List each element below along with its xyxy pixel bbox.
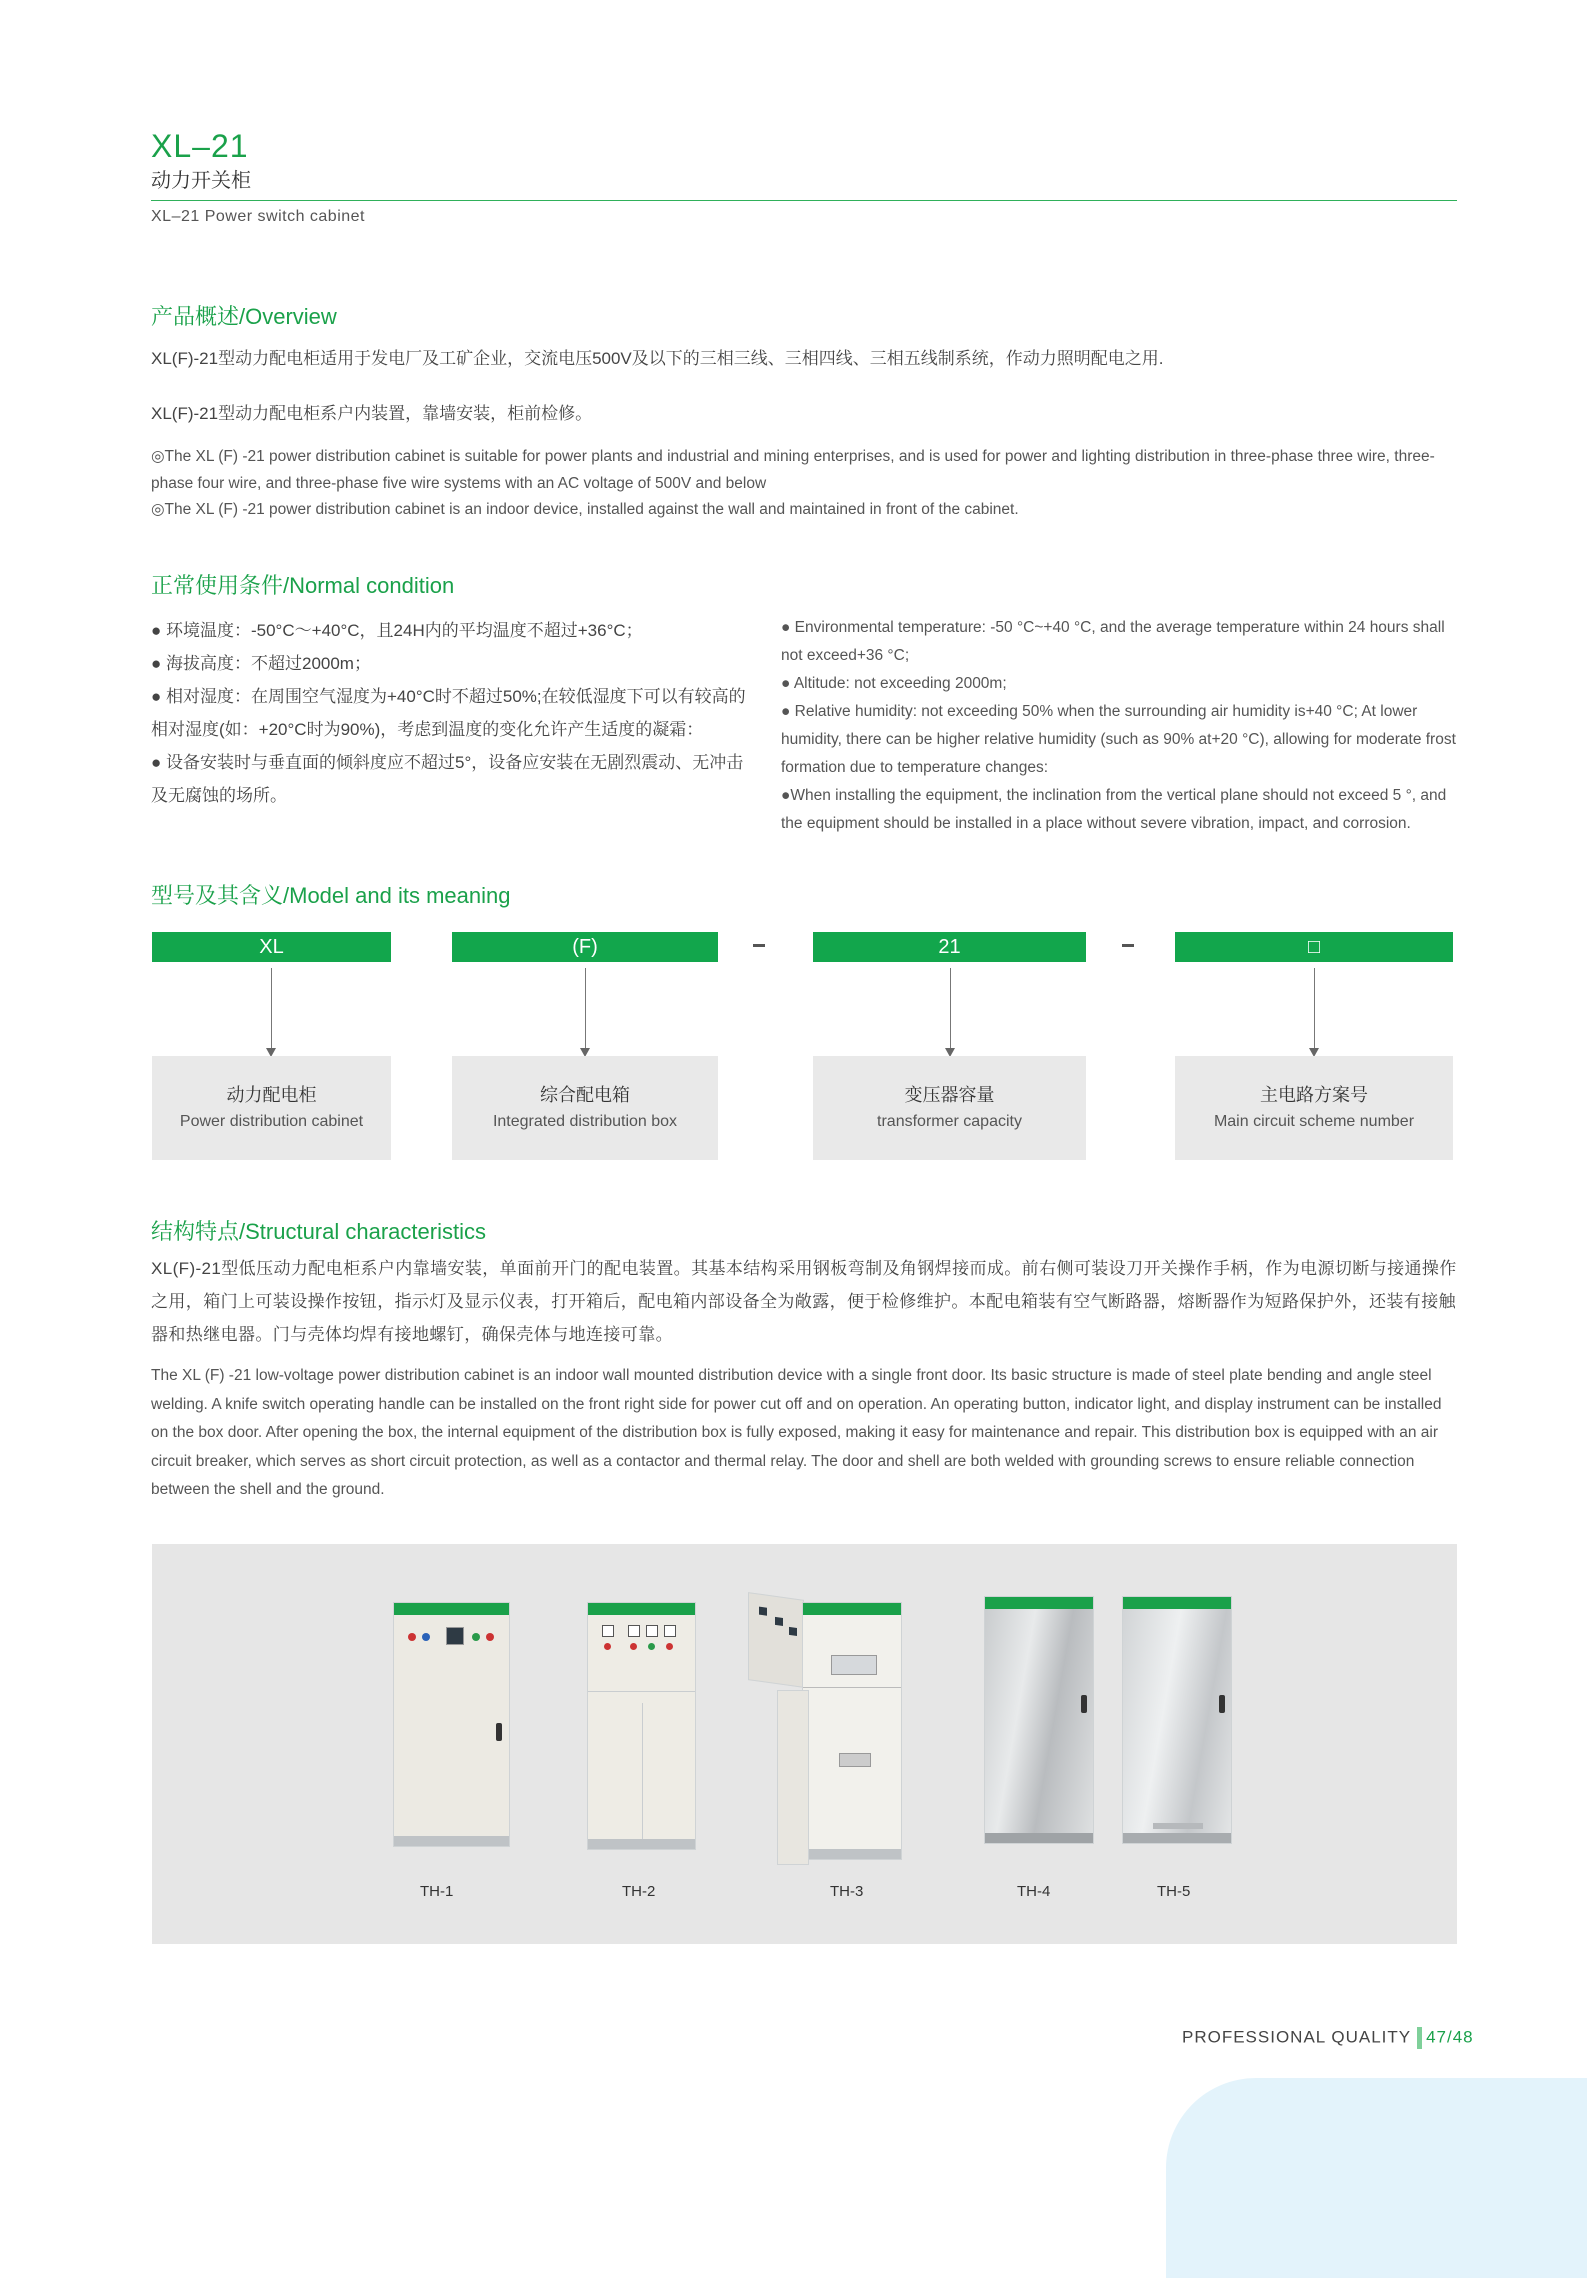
model-code-xl: XL xyxy=(152,932,391,962)
meaning-cn: 动力配电柜 xyxy=(226,1085,317,1105)
model-code-21: 21 xyxy=(813,932,1086,962)
conditions-en-list xyxy=(781,614,1466,838)
meaning-en: Power distribution cabinet xyxy=(179,1113,364,1130)
overview-en-1: ◎The XL (F) -21 power distribution cabinet is suitable for power plants and industrial and mining enterprises, and is used for power and lighting distribution in three-phase three wire, three-phase four wire, and three-phase five wire systems with an AC voltage of 500V and below xyxy=(151,448,1435,492)
condition-cn-item: ● 设备安装时与垂直面的倾斜度应不超过5°，设备应安装在无剧烈震动、无冲击及无腐蚀的场所。 xyxy=(151,753,744,805)
model-heading: 型号及其含义/Model and its meaning xyxy=(151,883,511,908)
cabinet-th3-door-image xyxy=(748,1592,804,1688)
page-footer xyxy=(1182,2027,1474,2049)
caption-th5: TH-5 xyxy=(1157,1883,1191,1900)
page-number: 47/48 xyxy=(1426,2027,1474,2047)
caption-th2: TH-2 xyxy=(622,1883,656,1900)
model-dash xyxy=(1122,944,1134,947)
model-code: XL–21 xyxy=(151,128,249,164)
structure-cn: XL(F)-21型低压动力配电柜系户内靠墙安装，单面前开门的配电装置。其基本结构采用钢板弯制及角钢焊接而成。前右侧可装设刀开关操作手柄，作为电源切断与接通操作之用，箱门上可装设操作按钮，指示灯及显示仪表，打开箱后，配电箱内部设备全为敞露，便于检修维护。本配电箱装有空气断路器，熔断器作为短路保护外，还装有接触器和热继电器。门与壳体均焊有接地螺钉，确保壳体与地连接可靠。 xyxy=(151,1259,1457,1344)
page-title-en: XL–21 Power switch cabinet xyxy=(151,208,365,225)
meaning-cn: 主电路方案号 xyxy=(1260,1085,1368,1105)
condition-cn-item: ● 相对湿度：在周围空气湿度为+40°C时不超过50%;在较低湿度下可以有较高的相对湿度(如：+20°C时为90%)，考虑到温度的变化允许产生适度的凝霜： xyxy=(151,687,746,739)
model-meaning-box xyxy=(152,1056,391,1160)
cabinet-th1-image xyxy=(393,1602,510,1847)
model-code-f: (F) xyxy=(452,932,718,962)
meaning-cn: 变压器容量 xyxy=(904,1085,995,1105)
cabinet-th3-open-door-image xyxy=(777,1690,809,1865)
condition-en-item: ● Relative humidity: not exceeding 50% when the surrounding air humidity is+40 °C; At lower humidity, there can be higher relative humidity (such as 90% at+20 °C), allowing for moderate frost formation due to temperature changes: xyxy=(781,703,1456,776)
connector-line xyxy=(950,968,951,1052)
caption-th4: TH-4 xyxy=(1017,1883,1051,1900)
caption-th3: TH-3 xyxy=(830,1883,864,1900)
overview-en-2: ◎The XL (F) -21 power distribution cabinet is an indoor device, installed against the wall and maintained in front of the cabinet. xyxy=(151,501,1019,518)
footer-label: PROFESSIONAL QUALITY xyxy=(1182,2027,1412,2047)
condition-en-item: ● Altitude: not exceeding 2000m; xyxy=(781,675,1007,692)
title-divider xyxy=(151,200,1457,201)
cabinet-th4-image xyxy=(984,1596,1094,1844)
meaning-en: Integrated distribution box xyxy=(492,1113,678,1130)
product-gallery xyxy=(152,1544,1457,1944)
caption-th1: TH-1 xyxy=(420,1883,454,1900)
model-meaning-box xyxy=(452,1056,718,1160)
model-dash xyxy=(753,944,765,947)
cabinet-th3-image xyxy=(802,1602,902,1860)
model-meaning-box xyxy=(1175,1056,1453,1160)
condition-cn-item: ● 海拔高度：不超过2000m； xyxy=(151,654,371,673)
connector-line xyxy=(585,968,586,1052)
condition-en-item: ● Environmental temperature: -50 °C~+40 °C, and the average temperature within 24 hours shall not exceed+36 °C; xyxy=(781,619,1445,664)
model-meaning-box xyxy=(813,1056,1086,1160)
structure-heading: 结构特点/Structural characteristics xyxy=(151,1219,486,1244)
condition-cn-item: ● 环境温度：-50°C～+40°C，且24H内的平均温度不超过+36°C； xyxy=(151,621,643,640)
connector-line xyxy=(271,968,272,1052)
conditions-cn-list xyxy=(151,614,756,812)
overview-cn-2: XL(F)-21型动力配电柜系户内装置，靠墙安装，柜前检修。 xyxy=(151,404,593,423)
overview-heading: 产品概述/Overview xyxy=(151,304,337,329)
model-code-scheme: □ xyxy=(1175,932,1453,962)
decorative-corner xyxy=(1166,2078,1587,2278)
overview-cn-1: XL(F)-21型动力配电柜适用于发电厂及工矿企业，交流电压500V及以下的三相三线、三相四线、三相五线制系统，作动力照明配电之用. xyxy=(151,349,1164,368)
connector-line xyxy=(1314,968,1315,1052)
condition-en-item: ●When installing the equipment, the inclination from the vertical plane should not exceed 5 °, and the equipment should be installed in a place without severe vibration, impact, and corrosion. xyxy=(781,787,1447,832)
footer-separator xyxy=(1417,2027,1422,2049)
meaning-en: Main circuit scheme number xyxy=(1213,1113,1415,1130)
cabinet-th2-image xyxy=(587,1602,696,1850)
structure-en: The XL (F) -21 low-voltage power distribution cabinet is an indoor wall mounted distribution device with a single front door. Its basic structure is made of steel plate bending and angle steel welding. A knife switch operating handle can be installed on the front right side for power cut off and on operation. An operating button, indicator light, and display instrument can be installed on the box door. After opening the box, the internal equipment of the distribution box is fully exposed, making it easy for maintenance and repair. This distribution box is equipped with an air circuit breaker, which serves as short circuit protection, as well as a contactor and thermal relay. The door and shell are both welded with grounding screws to ensure reliable connection between the shell and the ground. xyxy=(151,1367,1442,1498)
cabinet-th5-image xyxy=(1122,1596,1232,1844)
conditions-heading: 正常使用条件/Normal condition xyxy=(151,573,455,598)
meaning-en: transformer capacity xyxy=(877,1113,1022,1130)
page-title-cn: 动力开关柜 xyxy=(151,170,251,192)
meaning-cn: 综合配电箱 xyxy=(540,1085,630,1105)
